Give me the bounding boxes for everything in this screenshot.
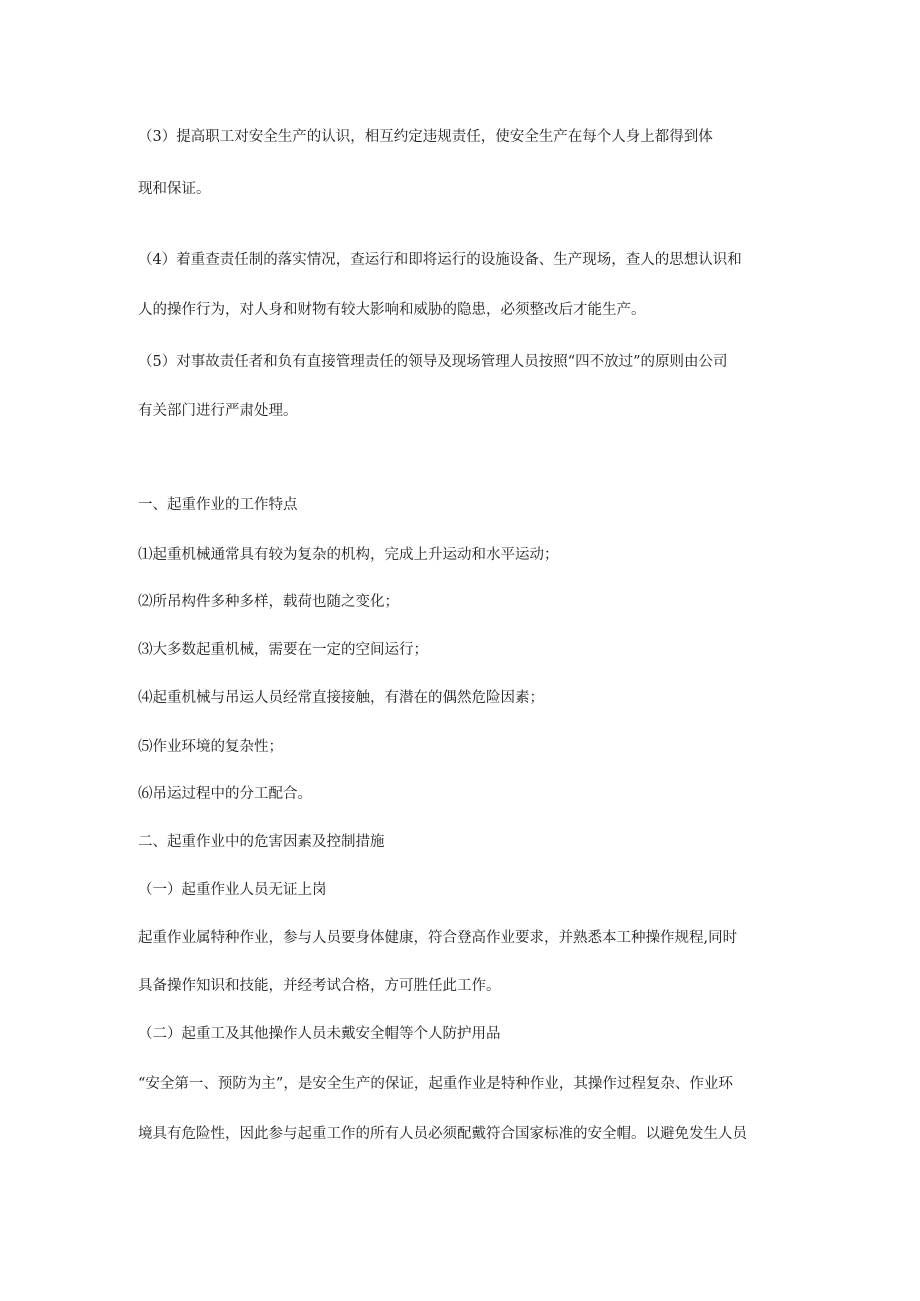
paragraph-3-line-1: （3）提高职工对安全生产的认识，相互约定违规责任，使安全生产在每个人身上都得到体 — [138, 129, 713, 145]
subsection-2-line-2: 境具有危险性，因此参与起重工作的所有人员必须配戴符合国家标准的安全帽。以避免发生人员 — [138, 1126, 747, 1142]
section-heading-2: 二、起重作业中的危害因素及控制措施 — [138, 834, 385, 850]
subsection-heading-1: （一）起重作业人员无证上岗 — [138, 882, 327, 898]
paragraph-5-line-1: （5）对事故责任者和负有直接管理责任的领导及现场管理人员按照“四不放过”的原则由公司 — [138, 354, 728, 370]
list-item-2: ⑵所吊构件多种多样，载荷也随之变化； — [138, 594, 399, 610]
subsection-heading-2: （二）起重工及其他操作人员未戴安全帽等个人防护用品 — [138, 1026, 501, 1042]
subsection-2-line-1: “安全第一、预防为主”，是安全生产的保证，起重作业是特种作业，其操作过程复杂、作业环 — [138, 1076, 733, 1092]
paragraph-4-line-2: 人的操作行为，对人身和财物有较大影响和威胁的隐患，必须整改后才能生产。 — [138, 302, 646, 318]
paragraph-5-line-2: 有关部门进行严肃处理。 — [138, 403, 298, 419]
list-item-6: ⑹吊运过程中的分工配合。 — [138, 786, 312, 802]
subsection-1-line-2: 具备操作知识和技能，并经考试合格，方可胜任此工作。 — [138, 978, 501, 994]
list-item-3: ⑶大多数起重机械，需要在一定的空间运行； — [138, 642, 428, 658]
paragraph-3-line-2: 现和保证。 — [138, 181, 211, 197]
list-item-1: ⑴起重机械通常具有较为复杂的机构，完成上升运动和水平运动； — [138, 547, 559, 563]
paragraph-4-line-1: （4）着重查责任制的落实情况，查运行和即将运行的设施设备、生产现场，查人的思想认识和 — [138, 252, 742, 268]
list-item-4: ⑷起重机械与吊运人员经常直接接触，有潜在的偶然危险因素； — [138, 690, 544, 706]
list-item-5: ⑸作业环境的复杂性； — [138, 739, 283, 755]
section-heading-1: 一、起重作业的工作特点 — [138, 497, 298, 513]
subsection-1-line-1: 起重作业属特种作业，参与人员要身体健康，符合登高作业要求，并熟悉本工种操作规程,同时 — [138, 930, 738, 946]
